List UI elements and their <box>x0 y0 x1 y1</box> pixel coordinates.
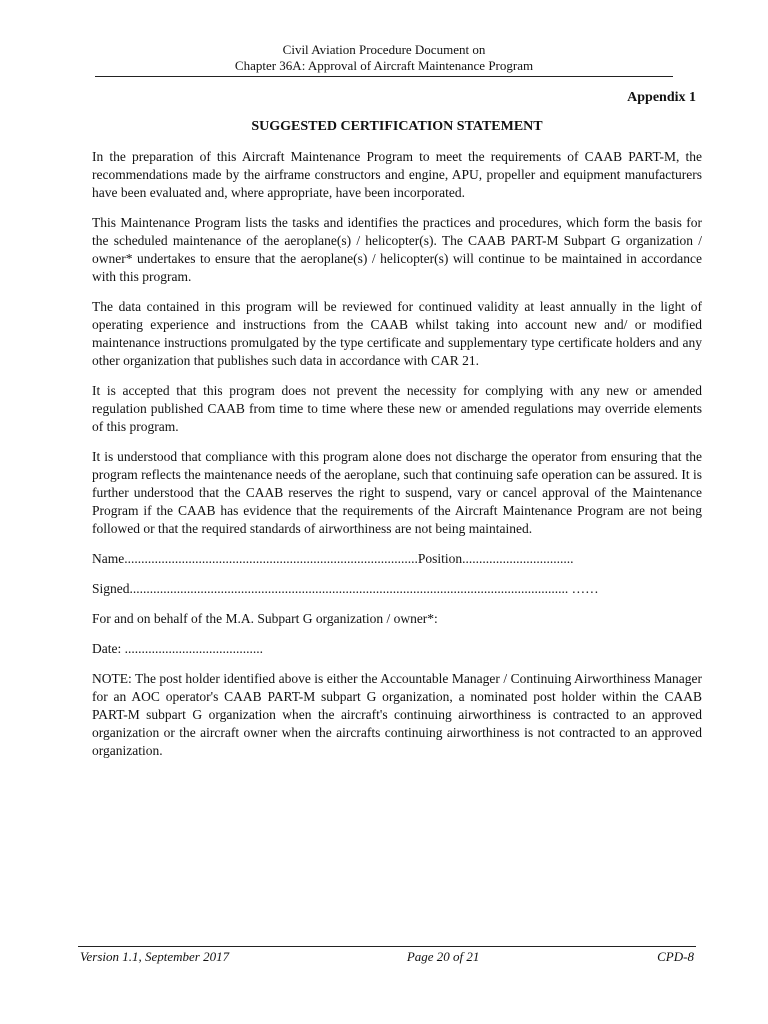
footer-page-number: Page 20 of 21 <box>406 949 480 964</box>
paragraph-3: The data contained in this program will be reviewed for continued validity at least annually in the light of operating experience and instructions from the CAAB whilst taking into account new and/ or modified maintenance instructions promulgated by the type certificate and supplementary type certificate holders and any other organization that publishes such data in accordance with CAR 21. <box>92 299 702 368</box>
paragraph-1: In the preparation of this Aircraft Maintenance Program to meet the requirements of CAAB PART-M, the recommendations made by the airframe constructors and engine, APU, propeller and equipment manufacturers have been evaluated and, where appropriate, have been incorporated. <box>92 149 702 200</box>
signed-field: Signed.................................................................................................................................. …… <box>92 581 599 596</box>
note-paragraph: NOTE: The post holder identified above is either the Accountable Manager / Continuing Airworthiness Manager for an AOC operator's CAAB PART-M subpart G organization, a nominated post holder within the CAAB PART-M subpart G organization when the aircraft's continuing airworthiness is contracted to an approved organization or the aircraft owner when the aircrafts continuing airworthiness is not contracted to an approved organization. <box>92 671 702 758</box>
document-body <box>92 148 702 772</box>
document-footer <box>80 949 694 965</box>
paragraph-4: It is accepted that this program does not prevent the necessity for complying with any new or amended regulation published CAAB from time to time where these new or amended regulations may override elements of this program. <box>92 383 702 434</box>
page-title: SUGGESTED CERTIFICATION STATEMENT <box>251 119 543 134</box>
header-line-2: Chapter 36A: Approval of Aircraft Maintenance Program <box>234 58 534 73</box>
paragraph-5: It is understood that compliance with this program alone does not discharge the operator from ensuring that the program reflects the maintenance needs of the aeroplane, such that continuing safe operation can be assured. It is further understood that the CAAB reserves the right to suspend, vary or cancel approval of the Maintenance Program if the CAAB has evidence that the requirements of the Aircraft Maintenance Program are not being followed or that the required standards of airworthiness are not being maintained. <box>92 449 702 536</box>
header-rule <box>95 76 673 77</box>
footer-version: Version 1.1, September 2017 <box>80 949 230 964</box>
footer-doc-id: CPD-8 <box>657 949 694 964</box>
appendix-label: Appendix 1 <box>627 90 696 105</box>
document-header <box>95 42 673 74</box>
behalf-line: For and on behalf of the M.A. Subpart G organization / owner*: <box>92 611 438 626</box>
date-field: Date: ......................................... <box>92 641 263 656</box>
header-line-1: Civil Aviation Procedure Document on <box>282 42 486 57</box>
paragraph-2: This Maintenance Program lists the tasks and identifies the practices and procedures, which form the basis for the scheduled maintenance of the aeroplane(s) / helicopter(s). The CAAB PART-M Subpart G organization / owner* undertakes to ensure that the aeroplane(s) / helicopter(s) will continue to be maintained in accordance with this program. <box>92 215 702 284</box>
footer-rule <box>78 946 696 947</box>
name-position-field: Name.......................................................................................Position................................. <box>92 551 574 566</box>
